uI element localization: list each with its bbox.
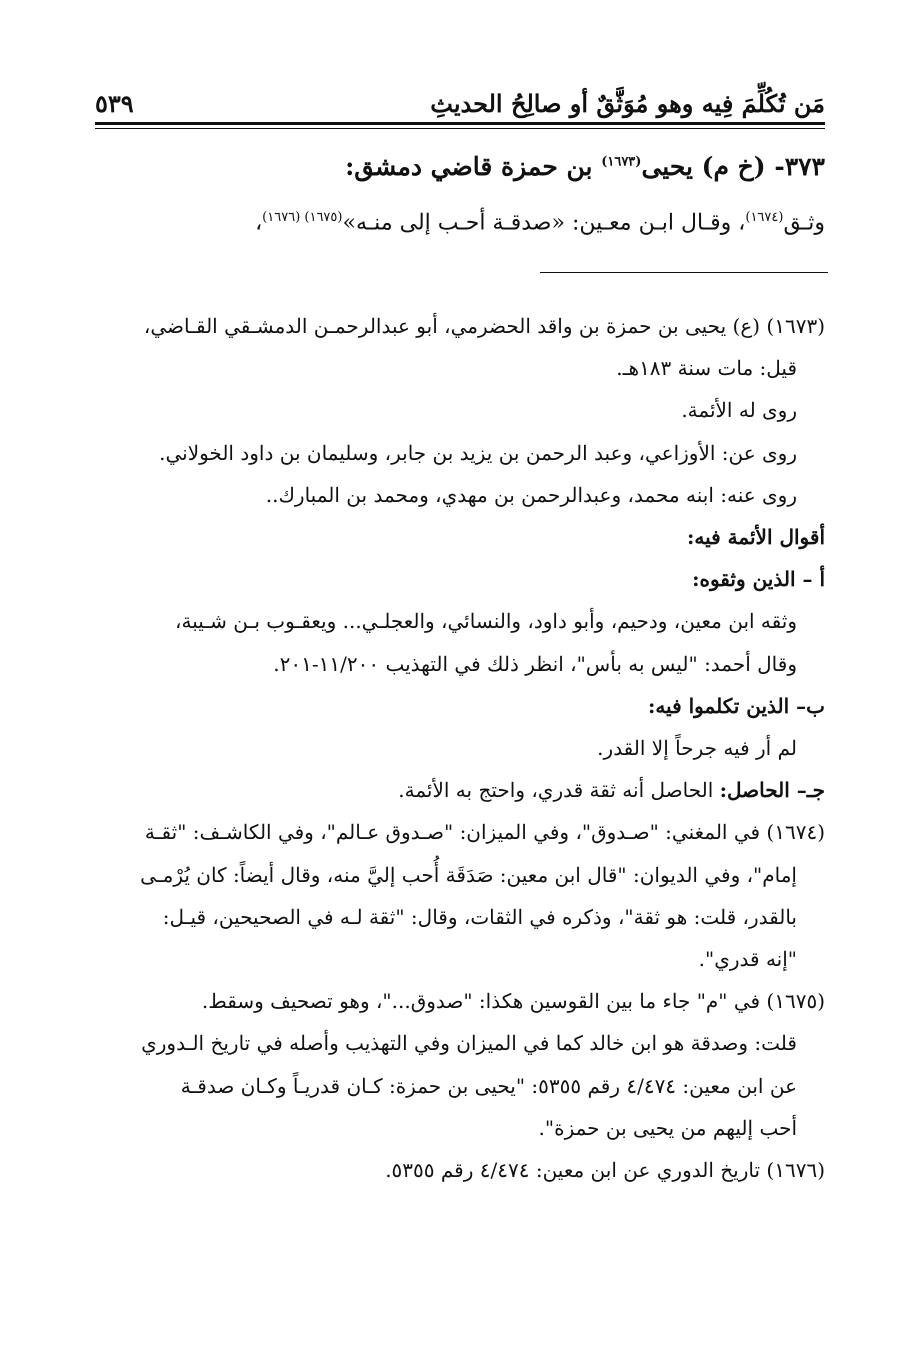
footnote-line: قيل: مات سنة ١٨٣هـ. [616, 356, 797, 381]
section-heading: أ – الذين وثقوه: [692, 567, 825, 592]
footnote-line: بالقدر، قلت: هو ثقة"، وذكره في الثقات، وقال: "ثقة لـه في الصحيحين، قيـل: [162, 904, 797, 929]
footnote-line: وثقه ابن معين، ودحيم، وأبو داود، والنسائي، والعجلـي... ويعقـوب بـن شـيبة، [175, 609, 797, 634]
footnote-1676: (١٦٧٦) تاريخ الدوري عن ابن معين: ٤/٤٧٤ رقم ٥٣٥٥. [385, 1158, 825, 1183]
footnote-line: "إنه قدري". [698, 947, 797, 972]
entry-title: ٣٧٣- (خ م) يحيى$^{(١٦٧٣)}$ بن حمزة قاضي دمشق: [345, 152, 825, 181]
header-rule-thick [95, 122, 825, 125]
footnote-line: لم أر فيه جرحاً إلا القدر. [597, 736, 797, 761]
footnote-1675: (١٦٧٥) في "م" جاء ما بين القوسين هكذا: "صدوق..."، وهو تصحيف وسقط. [201, 989, 825, 1014]
footnote-ref: (١٦٧٣) [601, 154, 642, 170]
footnote-line: قلت: وصدقة هو ابن خالد كما في الميزان وفي التهذيب وأصله في تاريخ الـدوري [141, 1031, 797, 1056]
header-rule-thin [95, 128, 825, 129]
page-number: ٥٣٩ [95, 89, 134, 118]
footnote-line: عن ابن معين: ٤/٤٧٤ رقم ٥٣٥٥: "يحيى بن حمزة: كـان قدريـاً وكـان صدقـة [180, 1073, 797, 1098]
footnote-line: إمام"، وفي الديوان: "قال ابن معين: صَدَقَة أُحب إليَّ منه، وقال أيضاً: كان يُرْمـى [140, 862, 797, 887]
section-heading: أقوال الأئمة فيه: [687, 525, 825, 550]
footnote-ref: (١٦٧٤) [745, 210, 784, 225]
footnotes [95, 305, 825, 1191]
page-header [95, 78, 825, 118]
footnote-separator [540, 272, 828, 273]
footnote-line: روى عنه: ابنه محمد، وعبدالرحمن بن مهدي، ومحمد بن المبارك.. [265, 482, 797, 507]
footnote-1673: (١٦٧٣) (ع) يحيى بن حمزة بن واقد الحضرمي، أبو عبدالرحمـن الدمشـقي القـاضي، [143, 314, 825, 338]
entry-body: وثـق$^{(١٦٧٤)}$، وقـال ابـن معـين: «صدقـة أحـب إلى منـه»$^{(١٦٧٥) (١٦٧٦)}$، [255, 210, 825, 236]
running-title: مَن تُكُلِّمَ فِيه وهو مُوَثَّقٌ أو صالِحُ الحديثِ [430, 89, 825, 118]
footnote-line: روى عن: الأوزاعي، وعبد الرحمن بن يزيد بن جابر، وسليمان بن داود الخولاني. [159, 440, 797, 465]
footnote-ref: (١٦٧٥) (١٦٧٦) [262, 210, 343, 225]
section-heading: ب– الذين تكلموا فيه: [647, 693, 825, 718]
footnote-line: أحب إليهم من يحيى بن حمزة". [538, 1115, 797, 1140]
footnote-line: جـ– الحاصل: الحاصل أنه ثقة قدري، واحتج به الأئمة. [398, 778, 825, 803]
footnote-line: وقال أحمد: "ليس به بأس"، انظر ذلك في التهذيب ١١/٢٠٠-٢٠١. [273, 651, 797, 676]
footnote-1674: (١٦٧٤) في المغني: "صـدوق"، وفي الميزان: "صـدوق عـالم"، وفي الكاشـف: "ثقـة [144, 820, 825, 845]
footnote-line: روى له الأئمة. [681, 398, 797, 423]
